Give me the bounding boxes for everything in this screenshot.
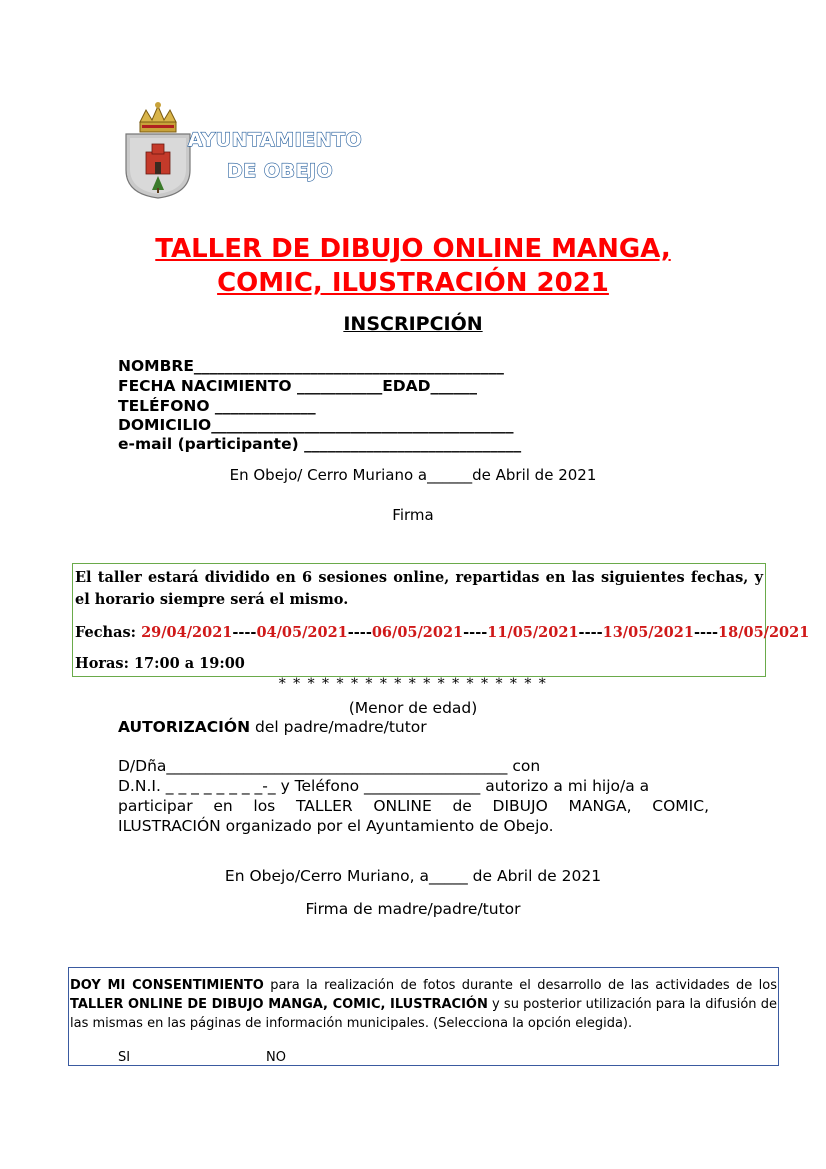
date-separator: ---- (693, 624, 719, 641)
stars-divider: * * * * * * * * * * * * * * * * * * * (278, 676, 548, 692)
para-line-2[interactable]: D.N.I. _ _ _ _ _ _ _ _-_ y Teléfono _______________ autorizo a mi hijo/a a (118, 777, 650, 795)
minor-label: (Menor de edad) (348, 699, 478, 717)
consent-bold-2: TALLER ONLINE DE DIBUJO MANGA, COMIC, ILUSTRACIÓN (70, 997, 488, 1012)
consent-option-si[interactable]: SI (118, 1050, 131, 1065)
place-date-line: En Obejo/ Cerro Muriano a______de Abril de 2021 (229, 466, 597, 484)
para-con: con (507, 757, 541, 775)
field-fecha-edad[interactable] (118, 376, 477, 396)
consent-text-2: y su posterior utilización para la difusión de las mismas en las páginas de información municipales. (Selecciona la opción elegida). (70, 997, 777, 1031)
date-separator: ---- (232, 624, 257, 641)
date-item: 18/05/2021 (718, 624, 810, 641)
authorization-paragraph (118, 756, 709, 836)
consent-box (68, 967, 779, 1066)
title-line-1: TALLER DE DIBUJO ONLINE MANGA, (155, 234, 671, 264)
schedule-hours: Horas: 17:00 a 19:00 (75, 655, 245, 672)
date-separator: ---- (463, 624, 488, 641)
para-line-4: ILUSTRACIÓN organizado por el Ayuntamiento de Obejo. (118, 817, 554, 835)
date-item: 04/05/2021 (256, 624, 348, 641)
date-separator: ---- (347, 624, 372, 641)
place-date-line-2: En Obejo/Cerro Muriano, a_____ de Abril de 2021 (224, 867, 602, 885)
municipal-logo (122, 100, 392, 200)
page-title (60, 232, 766, 300)
authorization-heading (118, 717, 427, 737)
schedule-description: El taller estará dividido en 6 sesiones online, repartidas en las siguientes fechas, y el horario siempre será el mismo. (75, 569, 763, 608)
field-edad[interactable]: EDAD______ (382, 377, 478, 395)
field-domicilio[interactable]: DOMICILIO_______________________________________ (118, 416, 514, 434)
date-item: 06/05/2021 (371, 624, 464, 641)
authorization-bold: AUTORIZACIÓN (118, 718, 251, 736)
schedule-info-box (72, 563, 810, 677)
schedule-dates (75, 623, 810, 643)
guardian-name-field[interactable]: D/Dña____________________________________________ (118, 757, 508, 775)
dates-label: Fechas: (75, 624, 142, 641)
consent-options (70, 1048, 777, 1068)
consent-text (70, 976, 777, 1033)
date-separator: ---- (578, 624, 603, 641)
field-telefono[interactable]: TELÉFONO _____________ (118, 397, 316, 415)
consent-text-1: para la realización de fotos durante el desarrollo de las actividades de los (263, 978, 777, 993)
para-line-3: participar en los TALLER ONLINE de DIBUJO MANGA, COMIC, (118, 797, 709, 815)
consent-option-no[interactable]: NO (266, 1050, 286, 1065)
field-fecha-blank[interactable]: ___________ (296, 377, 383, 395)
coat-of-arms-icon (122, 100, 392, 200)
section-title-inscripcion: INSCRIPCIÓN (343, 313, 483, 335)
field-email[interactable]: e-mail (participante) ____________________________ (118, 435, 522, 453)
field-fecha-label: FECHA NACIMIENTO (118, 377, 297, 395)
date-item: 13/05/2021 (602, 624, 694, 641)
signature-label: Firma (392, 506, 434, 524)
field-nombre[interactable]: NOMBRE________________________________________ (118, 357, 504, 375)
date-item: 29/04/2021 (141, 624, 233, 641)
guardian-signature-label: Firma de madre/padre/tutor (305, 900, 521, 918)
logo-line-1: AYUNTAMIENTO (188, 129, 363, 151)
consent-bold-1: DOY MI CONSENTIMIENTO (70, 978, 264, 993)
logo-line-2: DE OBEJO (227, 160, 334, 182)
authorization-rest: del padre/madre/tutor (250, 718, 427, 736)
date-item: 11/05/2021 (487, 624, 579, 641)
para-line-1[interactable] (118, 756, 709, 776)
title-line-2: COMIC, ILUSTRACIÓN 2021 (217, 268, 609, 298)
